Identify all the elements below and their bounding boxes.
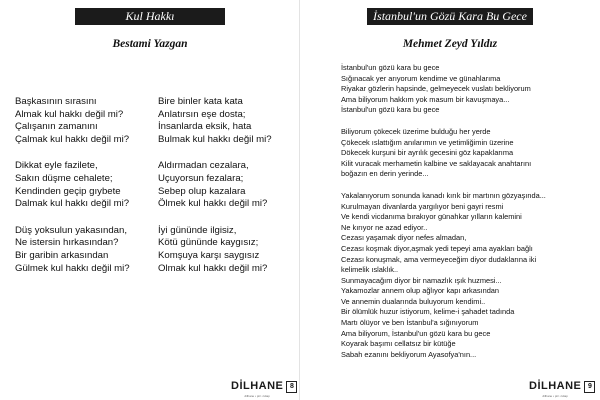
poem-line: Sığınacak yer arıyorum kendime ve günahlarıma [341,73,501,83]
poem-line: Kötü gününde kaygısız; [158,237,259,249]
poem-line: Bulmak kul hakkı değil mi? [158,134,272,146]
stanza [158,225,308,276]
poem-line: Kilit vuracak merhametin kalbine ve saklayacak anahtarını [341,158,532,168]
poem-line: Anlatırsın eşe dosta; [158,108,246,120]
poem-title-istanbul: İstanbul'un Gözü Kara Bu Gece [367,8,533,25]
poem-line: Olmak kul hakkı değil mi? [158,262,268,274]
poem-line: Ve kendi vicdanıma bırakıyor günahkar yılların kalemini [341,212,522,222]
publisher-logo-right [529,376,595,398]
poem-line: Başkasının sırasını [15,96,97,107]
poem-title-kul-hakki: Kul Hakkı [75,8,225,25]
poem-line: Çalışanın zamanını [15,121,98,133]
stanza [15,160,165,211]
logo-brand: DİLHANE [529,380,582,392]
poem-line: İstanbul'un gözü kara bu gece [341,63,440,72]
poem-line: Düş yoksulun yakasından, [15,224,127,236]
poem-line: Bire binler kata kata [158,96,243,107]
poem-line: Cezası konuşmak, ama vermeyeceğim diyor dudaklarına iki [341,254,537,264]
poem-line: Yakamozlar annem olup ağlıyor kapı arkasından [341,286,500,296]
poem-line: Ne istersin hırkasından? [15,237,119,249]
stanza [341,127,599,180]
poem-line: Almak kul hakkı değil mi? [15,108,124,120]
poem-line: İnsanlarda eksik, hata [158,121,252,133]
stanza [158,160,308,211]
poem-body-istanbul [341,63,599,371]
poem-line: Ne kırıyor ne azad ediyor.. [341,222,428,232]
publisher-logo-left [231,376,297,398]
poem-column-1 [15,96,165,289]
poem-line: Uçuyorsun fezalara; [158,173,244,185]
poem-line: Koyarak başımı cellatsız bir kütüğe [341,339,456,349]
poem-line: Biliyorum çökecek üzerime bulduğu her yerde [341,126,491,136]
poem-line: Ama biliyorum, İstanbul'un gözü kara bu gece [341,328,491,338]
poem-line: Yakalanıyorum sonunda kanadı kırık bir martının gözyaşında... [341,190,546,200]
poem-line: Gülmek kul hakkı değil mi? [15,262,130,274]
poem-author-left: Bestami Yazgan [112,38,188,50]
poem-line: Sebep olup kazalara [158,185,246,197]
poem-line: Cezası koşmak diyor,aşmak yedi tepeyi ama ayakları bağlı [341,243,533,253]
stanza [15,225,165,276]
poem-column-2 [158,96,308,289]
poem-line: Martı ölüyor ve ben İstanbul'a sığınıyorum [341,318,479,328]
page-number-right: 9 [584,381,595,393]
poem-line: Aldırmadan cezalara, [158,160,249,172]
poem-line: Komşuya karşı saygısız [158,250,260,262]
poem-line: Çalmak kul hakkı değil mi? [15,134,130,146]
poem-line: Dalmak kul hakkı değil mi? [15,198,130,210]
stanza [158,96,308,147]
poem-line: Dökecek kurşuni bir ayrılık gecesini göz kapaklarıma [341,148,514,158]
logo-subtitle: dilhane • şiir • kitap [244,394,270,398]
poem-line: Dikkat eyle fazilete, [15,160,98,172]
poem-line: Ama biliyorum hakkım yok masum bir kavuşmaya... [341,94,510,104]
poem-line: Ve annemin dualarında buluyorum kendimi.. [341,296,486,306]
logo-subtitle: dilhane • şiir • kitap [542,394,568,398]
poem-author-right: Mehmet Zeyd Yıldız [402,38,498,50]
poem-line: Riyakar gözlerin hapsinde, gelmeyecek vuslatı bekliyorum [341,84,531,94]
stanza [341,63,599,116]
poem-line: Sunmayacağım diyor bir namazlık ışık huzmesi... [341,275,502,285]
poem-line: Kurulmayan divanlarda yargılıyor beni gayri resmi [341,201,504,211]
poem-line: Kendinden geçip gıybete [15,185,121,197]
stanza [341,191,599,361]
poem-line: Çökecek ıslattığım anılarımın ve yetimliğimin üzerine [341,137,514,147]
poem-line: İstanbul'un gözü kara bu gece [341,105,440,115]
poem-line: kelimelik ıslaklık.. [341,265,399,275]
poem-line: Sabah ezanını bekliyorum Ayasofya'nın... [341,349,477,359]
poem-line: Bir garibin arkasından [15,250,109,262]
poem-line: Sakın düşme cehalete; [15,173,113,185]
poem-line: İyi gününde ilgisiz, [158,224,237,236]
stanza [15,96,165,147]
page-number-left: 8 [286,381,297,393]
logo-brand: DİLHANE [231,380,284,392]
poem-line: boğazın en derin yerinde... [341,169,429,179]
poem-line: Ölmek kul hakkı değil mi? [158,198,268,210]
poem-line: Cezası yaşamak diyor nefes almadan, [341,233,467,243]
poem-line: Bir ölümlük huzur istiyorum, kelime-i şahadet tadında [341,307,515,317]
